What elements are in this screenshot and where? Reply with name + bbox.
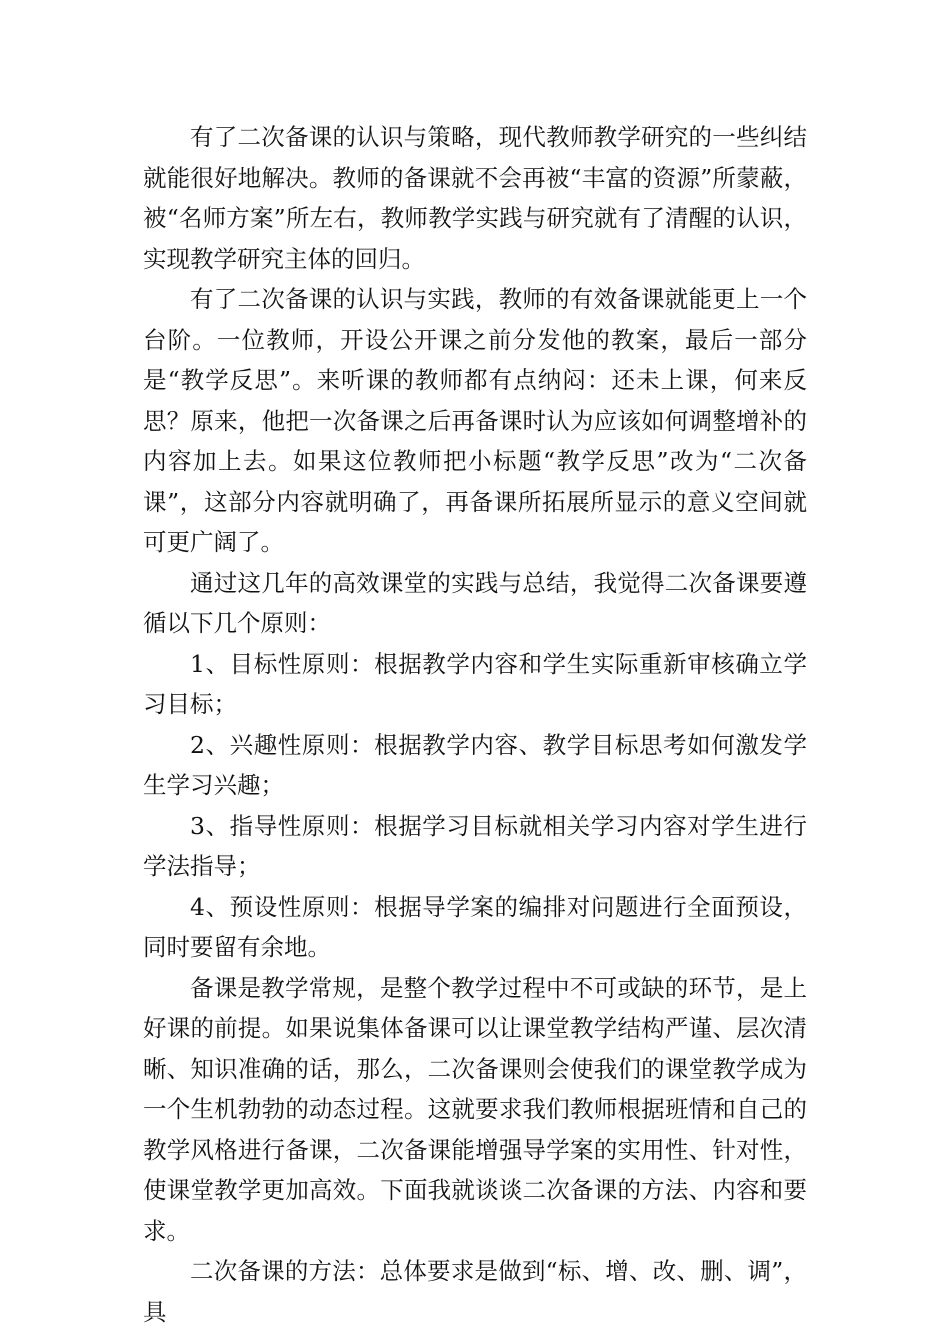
principle-4: 4、预设性原则：根据导学案的编排对问题进行全面预设，同时要留有余地。 bbox=[143, 892, 807, 961]
principle-3: 3、指导性原则：根据学习目标就相关学习内容对学生进行学法指导； bbox=[143, 811, 807, 880]
paragraph-8: 备课是教学常规，是整个教学过程中不可或缺的环节，是上好课的前提。如果说集体备课可以让课堂教学结构严谨、层次清晰、知识准确的话，那么，二次备课则会使我们的课堂教学成为一个生机勃勃的动态过程。这就要求我们教师根据班情和自己的教学风格进行备课，二次备课能增强导学案的实用性、针对性，使课堂教学更加高效。下面我就谈谈二次备课的方法、内容和要求。 bbox=[143, 973, 807, 1245]
document-body bbox=[143, 117, 807, 1332]
paragraph-1: 有了二次备课的认识与策略，现代教师教学研究的一些纠结就能很好地解决。教师的备课就不会再被“丰富的资源”所蒙蔽，被“名师方案”所左右，教师教学实践与研究就有了清醒的认识，实现教学研究主体的回归。 bbox=[143, 123, 807, 273]
paragraph-3: 通过这几年的高效课堂的实践与总结，我觉得二次备课要遵循以下几个原则： bbox=[143, 568, 807, 637]
principle-1: 1、目标性原则：根据教学内容和学生实际重新审核确立学习目标； bbox=[143, 649, 807, 718]
paragraph-9: 二次备课的方法：总体要求是做到“标、增、改、删、调”，具 bbox=[143, 1257, 807, 1326]
paragraph-2: 有了二次备课的认识与实践，教师的有效备课就能更上一个台阶。一位教师，开设公开课之前分发他的教案，最后一部分是“教学反思”。来听课的教师都有点纳闷：还未上课，何来反思？原来，他把一次备课之后再备课时认为应该如何调整增补的内容加上去。如果这位教师把小标题“教学反思”改为“二次备课”，这部分内容就明确了，再备课所拓展所显示的意义空间就可更广阔了。 bbox=[143, 285, 807, 556]
principle-2: 2、兴趣性原则：根据教学内容、教学目标思考如何激发学生学习兴趣； bbox=[143, 730, 807, 799]
